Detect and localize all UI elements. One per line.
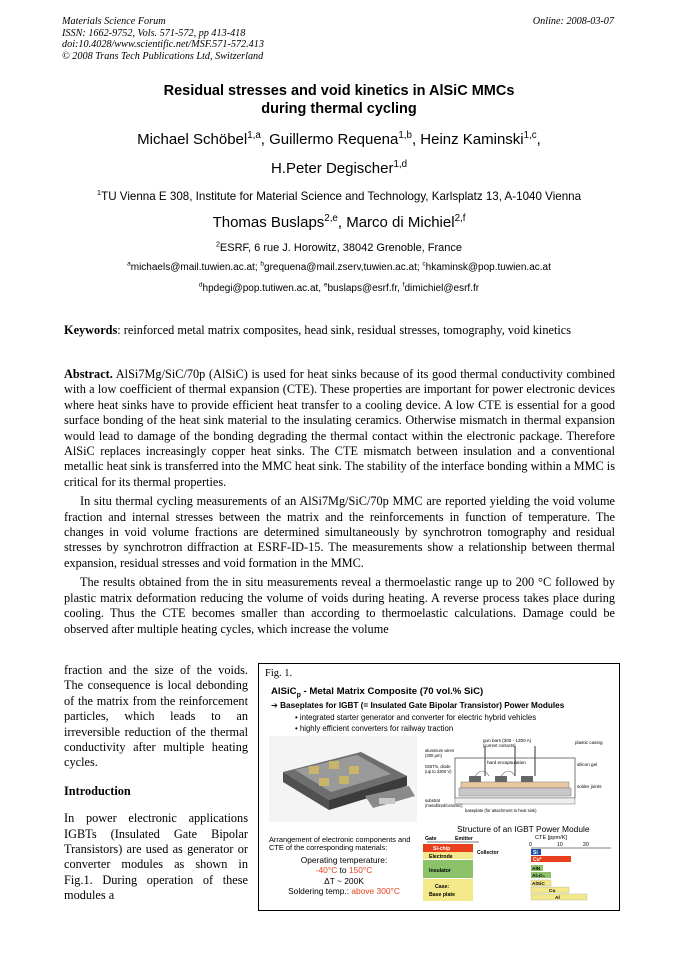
figure-heading	[271, 686, 483, 699]
emails-line-1	[0, 262, 678, 273]
cte-tick: 20	[583, 842, 589, 848]
diagram-label: (up to 3300 V)	[425, 769, 452, 774]
email-sup: c	[422, 260, 426, 268]
layer-label: Collector	[477, 850, 499, 856]
op-temp-range	[269, 865, 419, 875]
figure-1	[258, 663, 620, 911]
cte-tick: 0	[529, 842, 532, 848]
cte-material: AlN	[532, 867, 541, 872]
diagram-label: (current contacts)	[483, 743, 516, 748]
cte-chart	[503, 832, 615, 908]
structure-title: Structure of an IGBT Power Module	[457, 824, 590, 834]
arrangement-text: Arrangement of electronic components and CTE of the corresponding materials:	[269, 835, 411, 853]
diagram-label: aluminum wires	[425, 748, 455, 753]
figure-heading-sub: p	[296, 691, 301, 699]
title-line-1: Residual stresses and void kinetics in AlSiC MMCs	[163, 83, 515, 99]
paragraph-3-continued: fraction and the size of the voids. The consequence is local debonding of the matrix from the reinforcement particles, which leads to an irreversible reduction of the thermal conductivity after multiple heating cycles.	[64, 663, 248, 770]
layer-label: Emitter	[455, 836, 473, 842]
cte-material: AlSiC	[532, 882, 545, 887]
layer-label: Insulator	[429, 868, 451, 874]
paragraph-2: In situ thermal cycling measurements of an AlSi7Mg/SiC/70p MMC are reported yielding the void volume fraction and internal stresses between the matrix and the reinforcements in function of temperature. The changes in void volume fractions are determined simultaneously by synchrotron tomography and residual stresses by synchrotron diffraction at ESRF-ID-15. The measurements show a relationship between thermal expansion, residual stresses and void formation in the MMC.	[64, 494, 615, 570]
copyright: © 2008 Trans Tech Publications Ltd, Switzerland	[62, 50, 264, 62]
diagram-label: gun bars (300 - 1200 A)	[483, 738, 532, 743]
abstract-label: Abstract.	[64, 367, 113, 381]
cte-material: Si	[533, 850, 538, 856]
author-sup: 2,f	[454, 213, 466, 224]
introduction-text: In power electronic applications IGBTs (Insulated Gate Bipolar Transistors) are used as generator or converter modules as shown in Fig.1. During operation of these modules a	[64, 811, 248, 903]
paragraph-3: The results obtained from the in situ measurements reveal a thermoelastic range up to 200 °C followed by plastic matrix deformation reducing the volume of voids during heating. A reverse process takes place during cooling. Thus the CTE becomes smaller than according to thermoelastic calculations. Damage could be observed after multiple heating cycles, which increase the volume	[64, 575, 615, 636]
layer-label: Case:	[435, 884, 450, 890]
op-temp-low: -40°C	[315, 865, 338, 876]
abstract-section	[64, 367, 615, 637]
affiliation-text: ESRF, 6 rue J. Horowitz, 38042 Grenoble, France	[219, 242, 463, 254]
journal-name: Materials Science Forum	[62, 16, 166, 27]
narrow-column	[64, 663, 248, 904]
authors-line-2	[0, 160, 678, 177]
affiliation-sup: 2	[215, 240, 220, 249]
journal-header	[62, 16, 264, 62]
delta-t: ΔT ~ 200K	[324, 875, 364, 886]
emails-line-2	[0, 283, 678, 294]
author-sup: 1,a	[247, 130, 261, 141]
cte-tick: 10	[557, 842, 563, 848]
layer-label: Gate	[425, 836, 437, 842]
diagram-label: IGBT/s, diode	[425, 764, 451, 769]
layer-label: Base plate	[429, 892, 455, 898]
authors-line-3	[0, 214, 678, 231]
layer-label: Electrode	[429, 854, 453, 860]
op-temp-to: to	[337, 865, 349, 876]
diagram-label: (300 µm)	[425, 753, 442, 758]
author-sup: 1,d	[393, 159, 408, 170]
diagram-label: silicon gel	[577, 762, 598, 767]
author-name: , Guillermo Requena	[260, 131, 399, 148]
title-line-2: during thermal cycling	[261, 101, 417, 117]
author-sup: 1,b	[398, 130, 412, 141]
temperature-info	[269, 855, 419, 897]
cte-material: Cu*	[533, 857, 542, 863]
igbt-module-photo	[269, 736, 417, 822]
op-temp-label: Operating temperature:	[300, 855, 388, 865]
email-link[interactable]: michaels@mail.tuwien.ac.at;	[130, 262, 261, 273]
author-sup: 2,e	[324, 213, 338, 224]
email-sup: a	[127, 260, 131, 268]
author-name: H.Peter Degischer	[270, 160, 394, 177]
diagram-label: hard encapsulation	[487, 760, 526, 765]
authors-line-1	[0, 131, 678, 148]
author-name: , Heinz Kaminski	[411, 131, 524, 148]
cte-material: Al	[555, 896, 560, 901]
abstract-text: AlSi7Mg/SiC/70p (AlSiC) is used for heat sinks because of its good thermal conductivity combined with a low coefficient of thermal expansion (CTE). These properties are important for power electronic devices where heat sinks have to provide efficient heat transfer to a cooling device. A low CTE is essential for a good surface bonding of the heat sink material to the insulating ceramics. Otherwise mismatch in thermal expansion would lead to damage of the bonding degrading the thermal contact within the electronic package. Therefore AlSiC replaces increasingly copper heat sinks. The CTE mismatch between insulation and a conventional metallic heat sink is transferred into the MMC heat sink. The stability of the interface bonding within a MMC is critical for its thermal properties.	[64, 367, 615, 489]
author-name: , Marco di Michiel	[337, 214, 455, 231]
introduction-heading: Introduction	[64, 783, 131, 798]
email-link[interactable]: buslaps@esrf.fr,	[327, 283, 403, 294]
author-name: Thomas Buslaps	[212, 214, 325, 231]
doi: doi:10.4028/www.scientific.net/MSF.571-572.413	[62, 39, 264, 51]
figure-heading-rest: - Metal Matrix Composite (70 vol.% SiC)	[300, 686, 484, 697]
email-sup: b	[260, 260, 265, 268]
email-link[interactable]: grequena@mail.zserv,tuwien.ac.at;	[264, 262, 423, 273]
figure-bullet-1: • integrated starter generator and converter for electric hybrid vehicles	[295, 713, 537, 722]
keywords	[64, 323, 615, 338]
solder-value: above 300°C	[351, 886, 400, 897]
online-date: Online: 2008-03-07	[532, 16, 614, 27]
solder-label: Soldering temp.:	[288, 886, 352, 897]
email-link[interactable]: hpdegi@pop.tutiwen.ac.at,	[202, 283, 324, 294]
diagram-label: baseplate (for attachment to heat sink)	[465, 808, 537, 813]
figure-caption: Fig. 1.	[265, 668, 293, 679]
email-link[interactable]: dimichiel@esrf.fr	[404, 283, 480, 294]
abstract-paragraph	[64, 367, 615, 490]
keywords-text: : reinforced metal matrix composites, head sink, residual stresses, tomography, void kinetics	[117, 323, 572, 337]
diagram-label: substrat	[425, 798, 440, 803]
affiliation-2	[0, 242, 678, 254]
figure-bullet-2: • highly efficient converters for railway traction	[295, 724, 454, 733]
op-temp-high: 150°C	[348, 865, 373, 876]
issn: ISSN: 1662-9752, Vols. 571-572, pp 413-418	[62, 27, 246, 39]
figure-heading-text: AlSiC	[271, 686, 297, 697]
paper-title	[0, 82, 678, 118]
cte-material: Cu	[549, 889, 556, 894]
igbt-structure-diagram	[425, 736, 615, 822]
author-name: Michael Schöbel	[137, 131, 248, 148]
keywords-label: Keywords	[64, 323, 118, 337]
cte-title: CTE [ppm/K]	[535, 835, 568, 841]
affiliation-1	[0, 190, 678, 203]
cte-material: Al₂O₃	[532, 874, 545, 879]
layer-label: Si-chip	[433, 846, 451, 852]
email-link[interactable]: hkaminsk@pop.tuwien.ac.at	[425, 262, 551, 273]
affiliation-text: TU Vienna E 308, Institute for Material Science and Technology, Karlsplatz 13, A-1040 Vienna	[101, 190, 582, 203]
diagram-label: plastic casing	[575, 740, 603, 745]
diagram-label: (metallized/ceramic)	[425, 803, 463, 808]
author-sup: 1,c	[523, 130, 537, 141]
author-sep: ,	[536, 131, 541, 148]
email-sup: d	[198, 281, 203, 289]
diagram-label: solder joints	[577, 784, 602, 789]
email-sup: e	[323, 281, 328, 289]
email-sup: f	[402, 281, 405, 289]
affiliation-sup: 1	[96, 188, 102, 198]
figure-bullet-main: ➔ Baseplates for IGBT (= Insulated Gate Bipolar Transistor) Power Modules	[271, 701, 565, 710]
